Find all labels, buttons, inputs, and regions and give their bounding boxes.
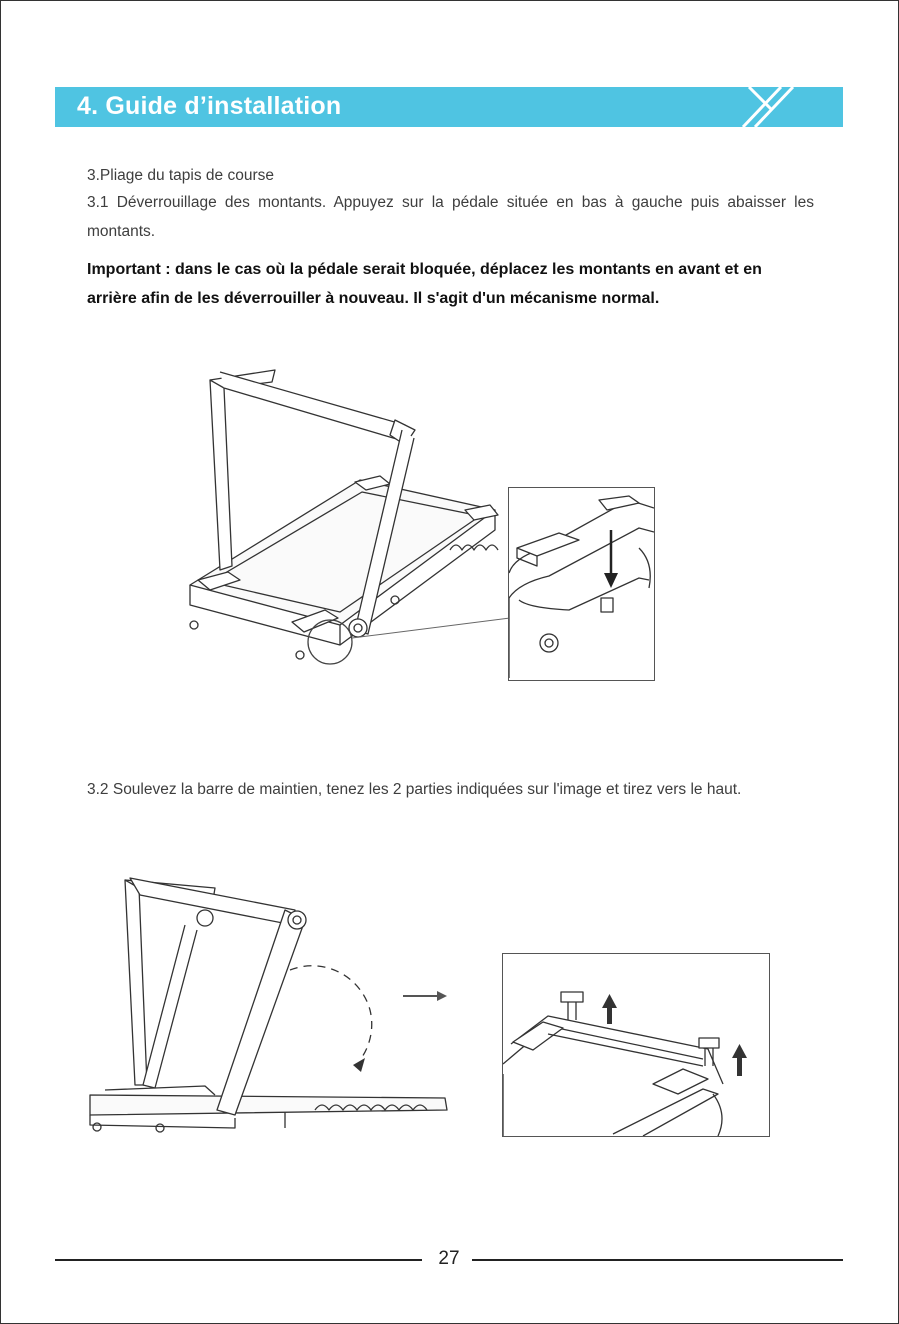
section-heading: 3.Pliage du tapis de course bbox=[87, 167, 274, 184]
section-title: 4. Guide d’installation bbox=[77, 92, 342, 120]
treadmill-fold-illustration bbox=[85, 870, 455, 1140]
x-decoration-icon bbox=[735, 87, 795, 127]
section-header bbox=[55, 87, 843, 127]
footer-rule-left bbox=[55, 1259, 422, 1261]
important-note: Important : dans le cas où la pédale serait bloquée, déplacez les montants en avant et en arrière afin de les déverrouiller à nouveau. Il s'agit d'un mécanisme normal. bbox=[87, 261, 762, 307]
treadmill-unlock-illustration bbox=[180, 360, 520, 670]
page-number: 27 bbox=[438, 1248, 460, 1269]
handrail-lift-inset bbox=[502, 953, 770, 1137]
footer-rule-right bbox=[472, 1259, 843, 1261]
handrail-lift-drawing bbox=[503, 954, 769, 1136]
step-1-text: 3.1 Déverrouillage des montants. Appuyez sur la pédale située en bas à gauche puis abaisser les montants. bbox=[87, 194, 814, 240]
pedal-detail-drawing bbox=[509, 488, 654, 680]
step-2-text: 3.2 Soulevez la barre de maintien, tenez les 2 parties indiquées sur l'image et tirez vers le haut. bbox=[87, 781, 742, 798]
pedal-detail-inset bbox=[508, 487, 655, 681]
